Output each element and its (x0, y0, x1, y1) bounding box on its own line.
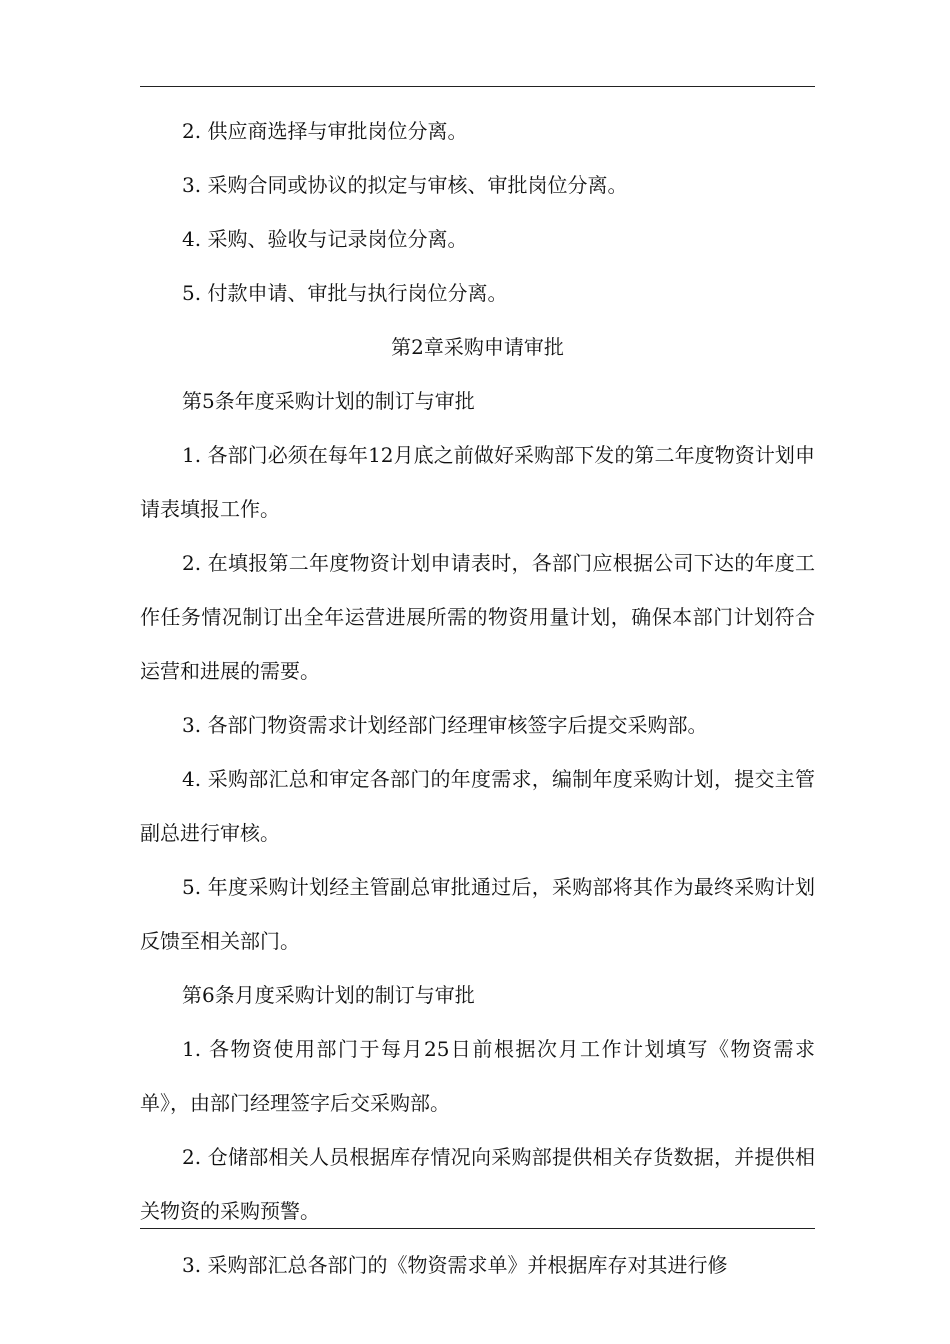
chapter-heading: 第2章采购申请审批 (391, 335, 564, 359)
clause-item-2-supplier-selection: 2. 供应商选择与审批岗位分离。 (182, 119, 468, 143)
article-6-item-3: 3. 采购部汇总各部门的《物资需求单》并根据库存对其进行修 (182, 1253, 728, 1277)
header-rule (140, 86, 815, 87)
clause-item-3-contract-drafting: 3. 采购合同或协议的拟定与审核、审批岗位分离。 (182, 173, 628, 197)
article-5-item-3: 3. 各部门物资需求计划经部门经理审核签字后提交采购部。 (182, 713, 708, 737)
article-6-item-1: 1. 各物资使用部门于每月25日前根据次月工作计划填写《物资需求单》，由部门经理签字后交采购部。 (140, 1037, 815, 1115)
article-5-item-2: 2. 在填报第二年度物资计划申请表时，各部门应根据公司下达的年度工作任务情况制订出全年运营进展所需的物资用量计划，确保本部门计划符合运营和进展的需要。 (140, 551, 815, 683)
article-5-item-4: 4. 采购部汇总和审定各部门的年度需求，编制年度采购计划，提交主管副总进行审核。 (140, 767, 815, 845)
article-6-item-2: 2. 仓储部相关人员根据库存情况向采购部提供相关存货数据，并提供相关物资的采购预警。 (140, 1145, 815, 1223)
document-body (140, 104, 815, 1292)
article-6-heading: 第6条月度采购计划的制订与审批 (182, 983, 475, 1007)
clause-item-4-acceptance-recording: 4. 采购、验收与记录岗位分离。 (182, 227, 468, 251)
article-5-heading: 第5条年度采购计划的制订与审批 (182, 389, 475, 413)
footer-rule (140, 1228, 815, 1229)
article-5-item-1: 1. 各部门必须在每年12月底之前做好采购部下发的第二年度物资计划申请表填报工作。 (140, 443, 815, 521)
article-5-item-5: 5. 年度采购计划经主管副总审批通过后，采购部将其作为最终采购计划反馈至相关部门。 (140, 875, 815, 953)
clause-item-5-payment: 5. 付款申请、审批与执行岗位分离。 (182, 281, 508, 305)
